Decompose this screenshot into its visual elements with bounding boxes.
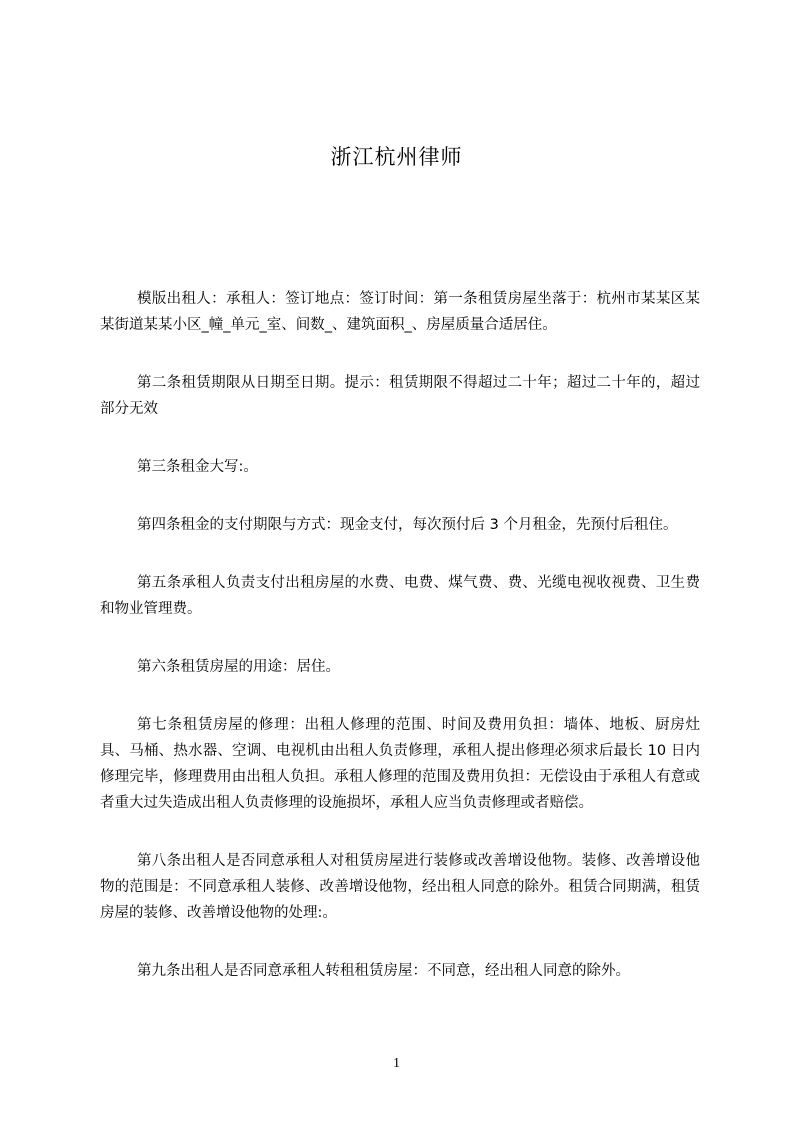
paragraph-article-4: 第四条租金的支付期限与方式：现金支付，每次预付后 3 个月租金，先预付后租住。 — [137, 517, 678, 533]
paragraph-article-3: 第三条租金大写:。 — [137, 459, 258, 475]
paragraph-parties-and-location: 模版出租人：承租人：签订地点：签订时间：第一条租赁房屋坐落于：杭州市某某区某某街道某某小区_幢_单元_室、间数_、建筑面积_、房屋质量合适居住。 — [100, 291, 700, 333]
document-title: 浙江杭州律师 — [330, 145, 463, 169]
page-number: 1 — [393, 1056, 400, 1071]
paragraph-article-9: 第九条出租人是否同意承租人转租租赁房屋：不同意，经出租人同意的除外。 — [137, 963, 630, 979]
paragraph-article-7: 第七条租赁房屋的修理：出租人修理的范围、时间及费用负担：墙体、地板、厨房灶具、马桶、热水器、空调、电视机由出租人负责修理，承租人提出修理必须求后最长 10 日内修理完毕，修理费用由出租人负担。承租人修理的范围及费用负担：无偿设由于承租人有意或者重大过失造成出租人负责修理的设施损坏，承租人应当负责修理或者赔偿。 — [100, 717, 700, 811]
paragraph-article-6: 第六条租赁房屋的用途：居住。 — [137, 659, 340, 675]
paragraph-article-8: 第八条出租人是否同意承租人对租赁房屋进行装修或改善增设他物。装修、改善增设他物的范围是：不同意承租人装修、改善增设他物，经出租人同意的除外。租赁合同期满，租赁房屋的装修、改善增设他物的处理:。 — [100, 853, 700, 921]
document-body — [100, 286, 700, 1016]
paragraph-article-2: 第二条租赁期限从日期至日期。提示：租赁期限不得超过二十年；超过二十年的，超过部分无效 — [100, 375, 700, 417]
paragraph-article-5: 第五条承租人负责支付出租房屋的水费、电费、煤气费、费、光缆电视收视费、卫生费和物业管理费。 — [100, 575, 700, 617]
